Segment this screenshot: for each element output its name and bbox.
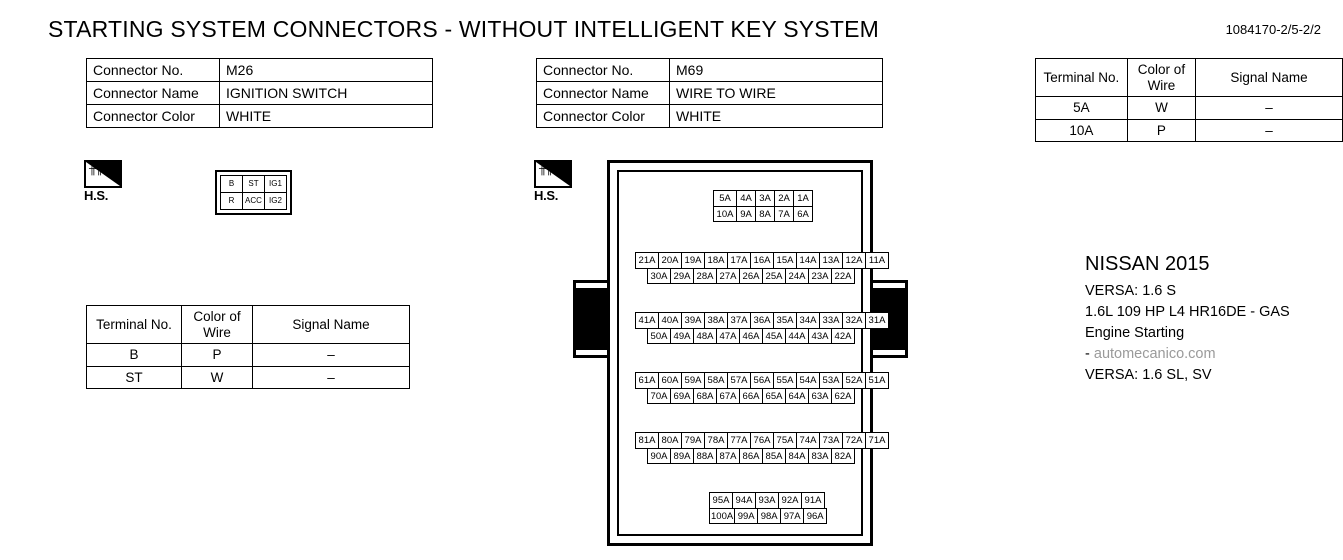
- pin-cell: B: [221, 176, 243, 193]
- pin: 77A: [727, 432, 751, 449]
- table-row: [87, 105, 433, 128]
- pin: 92A: [778, 492, 802, 509]
- pin: 88A: [693, 448, 717, 465]
- pin: 34A: [796, 312, 820, 329]
- header-signal-name: Signal Name: [253, 306, 410, 344]
- pin: 3A: [755, 190, 775, 207]
- document-code: 1084170-2/5-2/2: [1225, 22, 1321, 37]
- notes-line-1: VERSA: 1.6 S: [1085, 283, 1177, 299]
- pin: 76A: [750, 432, 774, 449]
- cell-wire-color: P: [182, 344, 253, 367]
- pin: 72A: [842, 432, 866, 449]
- pin: 46A: [739, 328, 763, 345]
- pin: 66A: [739, 388, 763, 405]
- notes-line-3: Engine Starting: [1085, 325, 1185, 342]
- connector-color-label: Connector Color: [87, 105, 220, 128]
- pin: 18A: [704, 252, 728, 269]
- pin: 80A: [658, 432, 682, 449]
- connector-m26-info: [86, 58, 433, 128]
- pin: 41A: [635, 312, 659, 329]
- pin: 73A: [819, 432, 843, 449]
- pin: 91A: [801, 492, 825, 509]
- pin: 74A: [796, 432, 820, 449]
- pin: 63A: [808, 388, 832, 405]
- vehicle-notes: [1085, 250, 1290, 386]
- harness-side-icon: [84, 160, 122, 188]
- pin: 85A: [762, 448, 786, 465]
- pin: 45A: [762, 328, 786, 345]
- pin: 22A: [831, 268, 855, 285]
- harness-side-symbol-m69: [534, 160, 574, 204]
- table-header-row: [87, 306, 410, 344]
- pin: 16A: [750, 252, 774, 269]
- cell-terminal-no: 10A: [1036, 119, 1128, 142]
- cell-terminal-no: 5A: [1036, 97, 1128, 120]
- pin: 40A: [658, 312, 682, 329]
- cell-terminal-no: ST: [87, 366, 182, 389]
- pin: 48A: [693, 328, 717, 345]
- pin: 14A: [796, 252, 820, 269]
- table-row: [87, 59, 433, 82]
- terminal-table-m26: [86, 305, 410, 389]
- header-color-of-wire: Color of Wire: [1127, 59, 1195, 97]
- pin-cell: R: [221, 193, 243, 210]
- connector-m69-diagram: [573, 160, 908, 546]
- pin: 26A: [739, 268, 763, 285]
- pin: 51A: [865, 372, 889, 389]
- pin-row: [635, 312, 888, 328]
- pin: 84A: [785, 448, 809, 465]
- connector-color-value: WHITE: [220, 105, 433, 128]
- pin: 33A: [819, 312, 843, 329]
- pin: 6A: [793, 206, 813, 223]
- table-row: [1036, 97, 1343, 120]
- pin: 79A: [681, 432, 705, 449]
- pin: 12A: [842, 252, 866, 269]
- pin: 54A: [796, 372, 820, 389]
- pin: 37A: [727, 312, 751, 329]
- pin: 57A: [727, 372, 751, 389]
- brand-title: NISSAN 2015: [1085, 253, 1210, 275]
- pin-row: [635, 252, 888, 268]
- pin-cell: IG2: [265, 193, 287, 210]
- pin: 78A: [704, 432, 728, 449]
- pin-row: [221, 176, 287, 193]
- pin-row: [709, 492, 826, 508]
- pin: 2A: [774, 190, 794, 207]
- pin: 98A: [757, 508, 781, 525]
- pin-cell: IG1: [265, 176, 287, 193]
- hatch-icon: ╫╫╫: [539, 163, 560, 175]
- connector-inner-shell: [617, 170, 863, 536]
- pin: 94A: [732, 492, 756, 509]
- pin: 99A: [734, 508, 758, 525]
- pin: 47A: [716, 328, 740, 345]
- pin: 81A: [635, 432, 659, 449]
- table-row: [87, 82, 433, 105]
- pin: 9A: [736, 206, 756, 223]
- connector-no-label: Connector No.: [87, 59, 220, 82]
- terminal-table-m69: [1035, 58, 1343, 142]
- pin: 65A: [762, 388, 786, 405]
- pin-row: [709, 508, 826, 524]
- pin-group-bottom: [709, 492, 826, 523]
- cell-signal-name: –: [1196, 97, 1343, 120]
- pin: 90A: [647, 448, 671, 465]
- table-row: [537, 82, 883, 105]
- pin-group-5: [635, 432, 888, 463]
- connector-no-value: M69: [670, 59, 883, 82]
- notes-line-2: 1.6L 109 HP L4 HR16DE - GAS: [1085, 304, 1290, 321]
- cell-signal-name: –: [253, 344, 410, 367]
- pin: 38A: [704, 312, 728, 329]
- pin: 93A: [755, 492, 779, 509]
- pin: 42A: [831, 328, 855, 345]
- connector-no-label: Connector No.: [537, 59, 670, 82]
- pin: 71A: [865, 432, 889, 449]
- pin: 15A: [773, 252, 797, 269]
- pin: 60A: [658, 372, 682, 389]
- pin: 58A: [704, 372, 728, 389]
- connector-name-value: WIRE TO WIRE: [670, 82, 883, 105]
- pin: 7A: [774, 206, 794, 223]
- pin: 69A: [670, 388, 694, 405]
- pin: 39A: [681, 312, 705, 329]
- cell-terminal-no: B: [87, 344, 182, 367]
- harness-side-label: H.S.: [84, 188, 109, 203]
- header-terminal-no: Terminal No.: [87, 306, 182, 344]
- credit-line: [1085, 344, 1290, 365]
- pin-row: [713, 190, 812, 206]
- pin: 31A: [865, 312, 889, 329]
- pin: 44A: [785, 328, 809, 345]
- pin: 21A: [635, 252, 659, 269]
- connector-name-label: Connector Name: [87, 82, 220, 105]
- pin-row: [635, 372, 888, 388]
- cell-wire-color: W: [182, 366, 253, 389]
- pin: 96A: [803, 508, 827, 525]
- pin: 19A: [681, 252, 705, 269]
- pin: 86A: [739, 448, 763, 465]
- pin: 1A: [793, 190, 813, 207]
- pin: 97A: [780, 508, 804, 525]
- hatch-icon: ╫╫╫: [89, 163, 110, 175]
- notes-line-4: VERSA: 1.6 SL, SV: [1085, 367, 1212, 384]
- table-row: [87, 344, 410, 367]
- pin-cell: ACC: [243, 193, 265, 210]
- pin-group-top: [713, 190, 812, 221]
- pin: 56A: [750, 372, 774, 389]
- table-header-row: [1036, 59, 1343, 97]
- pin: 87A: [716, 448, 740, 465]
- pin-row: [221, 193, 287, 210]
- pin-row: [647, 448, 888, 464]
- credit-text: automecanico.com: [1093, 346, 1216, 363]
- pin: 62A: [831, 388, 855, 405]
- pin: 70A: [647, 388, 671, 405]
- table-row: [87, 366, 410, 389]
- credit-dash: -: [1085, 346, 1090, 363]
- pin: 17A: [727, 252, 751, 269]
- pin: 59A: [681, 372, 705, 389]
- pin: 27A: [716, 268, 740, 285]
- pin: 52A: [842, 372, 866, 389]
- pin-group-4: [635, 372, 888, 403]
- pin-row: [647, 268, 888, 284]
- pin: 61A: [635, 372, 659, 389]
- pin: 32A: [842, 312, 866, 329]
- connector-no-value: M26: [220, 59, 433, 82]
- pin-group-3: [635, 312, 888, 343]
- pin: 89A: [670, 448, 694, 465]
- cell-signal-name: –: [1196, 119, 1343, 142]
- pin-row: [635, 432, 888, 448]
- pin: 67A: [716, 388, 740, 405]
- pin-row: [647, 388, 888, 404]
- connector-m69-info: [536, 58, 883, 128]
- pin: 36A: [750, 312, 774, 329]
- pin-group-2: [635, 252, 888, 283]
- harness-side-symbol-m26: [84, 160, 124, 204]
- connector-color-label: Connector Color: [537, 105, 670, 128]
- connector-tab-left: [573, 288, 609, 350]
- cell-wire-color: W: [1127, 97, 1195, 120]
- pin: 53A: [819, 372, 843, 389]
- table-row: [537, 105, 883, 128]
- table-row: [1036, 119, 1343, 142]
- pin: 68A: [693, 388, 717, 405]
- pin: 13A: [819, 252, 843, 269]
- pin: 35A: [773, 312, 797, 329]
- page-title: STARTING SYSTEM CONNECTORS - WITHOUT INTELLIGENT KEY SYSTEM: [48, 16, 879, 42]
- pin: 49A: [670, 328, 694, 345]
- pin: 43A: [808, 328, 832, 345]
- pin: 82A: [831, 448, 855, 465]
- header-color-of-wire: Color of Wire: [182, 306, 253, 344]
- pin: 20A: [658, 252, 682, 269]
- pin: 100A: [709, 508, 735, 525]
- pin-row: [647, 328, 888, 344]
- connector-color-value: WHITE: [670, 105, 883, 128]
- pin-cell: ST: [243, 176, 265, 193]
- pin: 8A: [755, 206, 775, 223]
- pin: 29A: [670, 268, 694, 285]
- pin-row: [713, 206, 812, 222]
- connector-name-value: IGNITION SWITCH: [220, 82, 433, 105]
- connector-m26-pin-block: [215, 170, 292, 215]
- pin: 50A: [647, 328, 671, 345]
- connector-name-label: Connector Name: [537, 82, 670, 105]
- cell-wire-color: P: [1127, 119, 1195, 142]
- pin: 95A: [709, 492, 733, 509]
- pin: 24A: [785, 268, 809, 285]
- harness-side-label: H.S.: [534, 188, 559, 203]
- header-signal-name: Signal Name: [1196, 59, 1343, 97]
- harness-side-icon: [534, 160, 572, 188]
- pin: 4A: [736, 190, 756, 207]
- table-row: [537, 59, 883, 82]
- header-terminal-no: Terminal No.: [1036, 59, 1128, 97]
- pin: 5A: [713, 190, 737, 207]
- pin: 30A: [647, 268, 671, 285]
- pin: 11A: [865, 252, 889, 269]
- pin: 23A: [808, 268, 832, 285]
- pin: 25A: [762, 268, 786, 285]
- pin: 55A: [773, 372, 797, 389]
- pin: 28A: [693, 268, 717, 285]
- pin: 64A: [785, 388, 809, 405]
- pin: 10A: [713, 206, 737, 223]
- pin: 75A: [773, 432, 797, 449]
- pin: 83A: [808, 448, 832, 465]
- cell-signal-name: –: [253, 366, 410, 389]
